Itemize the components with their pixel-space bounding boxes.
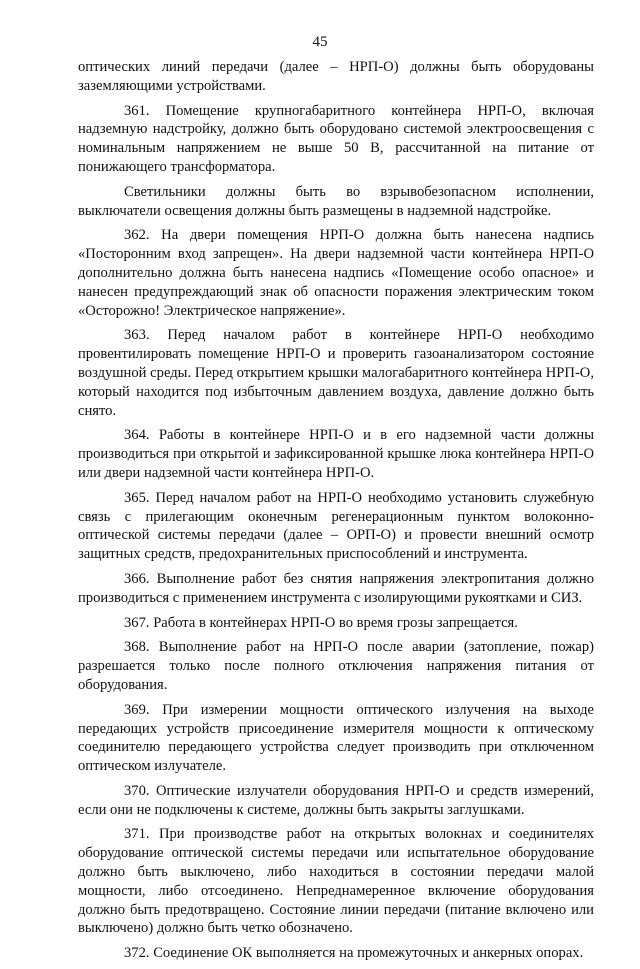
paragraph-372: 372. Соединение ОК выполняется на промежуточных и анкерных опорах.: [124, 945, 584, 962]
paragraph-361: 361. Помещение крупногабаритного контейнера НРП-О, включая надземную надстройку, должно быть оборудовано системой электроосвещения с номинальным напряжением не выше 50 В, рассчитанной на питание от понижающего трансформатора.: [78, 102, 594, 175]
paragraph-371: 371. При производстве работ на открытых волокнах и соединителях оборудование оптической системы передачи или испытательное оборудование должно быть выключено, либо находиться в состоянии передачи малой мощности, либо отсоединено. Непреднамеренное включение оборудования должно быть предотвращено. Состояние линии передачи (питание включено или выключено) должно быть четко обозначено.: [78, 826, 594, 937]
paragraph-368: 368. Выполнение работ на НРП-О после аварии (затопление, пожар) разрешается только после полного отключения напряжения питания от оборудования.: [78, 639, 594, 693]
paragraph-369: 369. При измерении мощности оптического излучения на выходе передающих устройств присоединение измерителя мощности к оптическому соединителю передающего устройства следует производить при отключенном оптическом излучателе.: [78, 701, 594, 775]
page-number: 45: [312, 34, 328, 50]
paragraph-362: 362. На двери помещения НРП-О должна быть нанесена надпись «Посторонним вход запрещен». На двери надземной части контейнера НРП-О дополнительно должна быть нанесена надпись «Помещение особо опасное» и нанесен предупреждающий знак об опасности поражения электрическим током «Осторожно! Электрическое напряжение».: [78, 227, 594, 319]
paragraph-370: 370. Оптические излучатели оборудования НРП-О и средств измерений, если они не подключены к системе, должны быть закрыты заглушками.: [78, 782, 594, 818]
paragraph-361-lighting: Светильники должны быть во взрывобезопасном исполнении, выключатели освещения должны быть размещены в надземной надстройке.: [78, 183, 594, 219]
paragraph-continuation: оптических линий передачи (далее – НРП-О) должны быть оборудованы заземляющими устройствами.: [78, 59, 594, 94]
document-body: [78, 58, 594, 969]
paragraph-363: 363. Перед началом работ в контейнере НРП-О необходимо провентилировать помещение НРП-О и проверить газоанализатором состояние воздушной среды. Перед открытием крышки малогабаритного контейнера НРП-О, который находится под избыточным давлением воздуха, давление должно быть снято.: [78, 327, 594, 419]
paragraph-364: 364. Работы в контейнере НРП-О и в его надземной части должны производиться при открытой и зафиксированной крышке люка контейнера НРП-О или двери надземной части контейнера НРП-О.: [78, 427, 594, 481]
paragraph-367: 367. Работа в контейнерах НРП-О во время грозы запрещается.: [124, 614, 518, 631]
paragraph-365: 365. Перед началом работ на НРП-О необходимо установить служебную связь с прилегающим оконечным регенерационным пунктом волоконно-оптической системы передачи (далее – ОРП-О) и провести внешний осмотр защитных средств, предохранительных приспособлений и инструмента.: [78, 489, 594, 563]
paragraph-366: 366. Выполнение работ без снятия напряжения электропитания должно производиться с применением инструмента с изолирующими рукоятками и СИЗ.: [78, 570, 594, 606]
